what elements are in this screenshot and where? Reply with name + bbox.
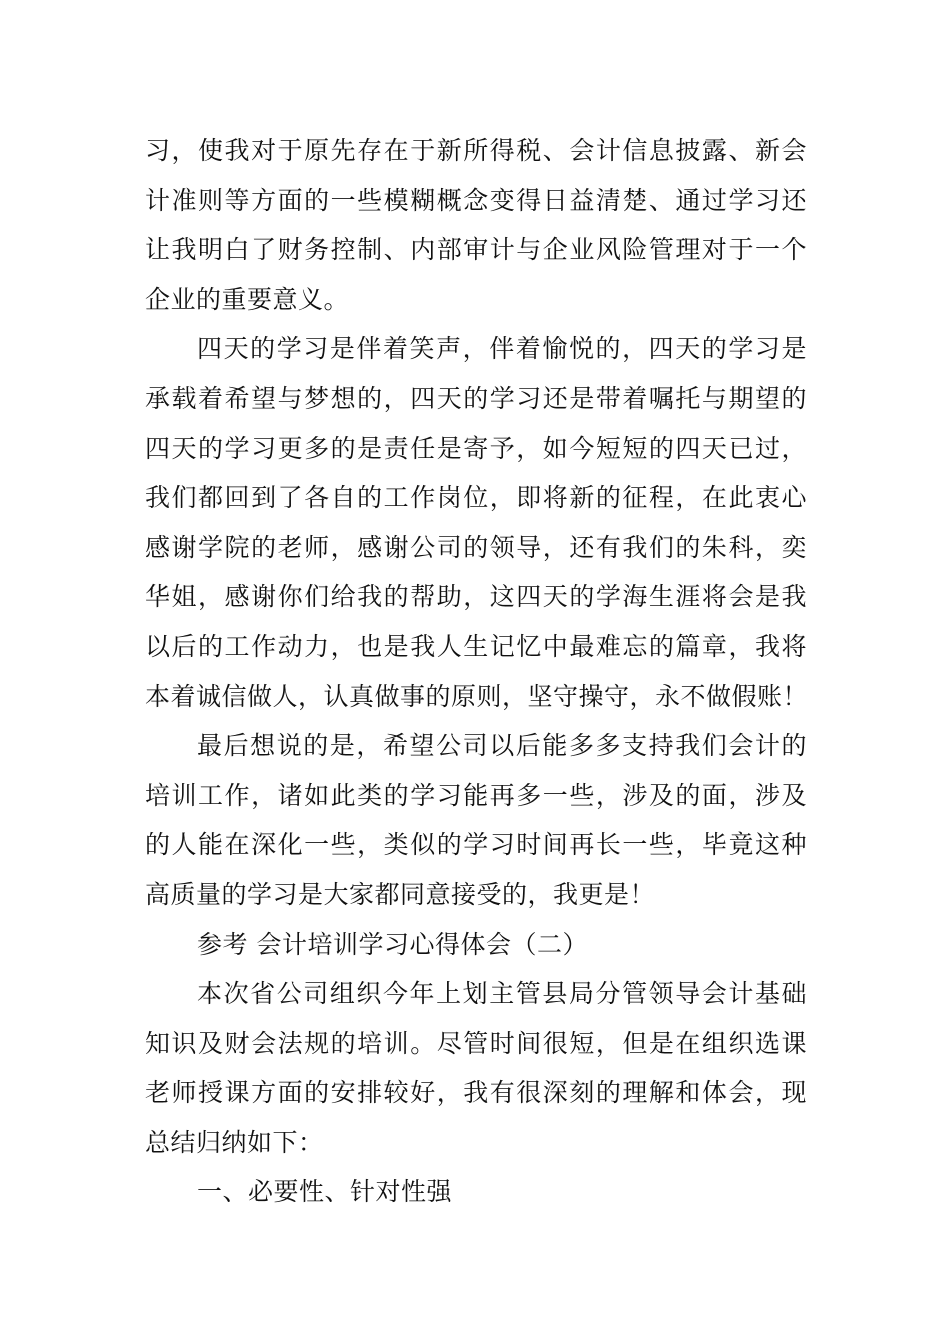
text-line: 让我明白了财务控制、内部审计与企业风险管理对于一个	[145, 235, 807, 265]
document-body	[145, 126, 807, 1217]
text-line: 高质量的学习是大家都同意接受的，我更是！	[145, 879, 656, 909]
text-line: 感谢学院的老师，感谢公司的领导，还有我们的朱科，奕	[145, 532, 807, 562]
paragraph-start-line: 本次省公司组织今年上划主管县局分管领导会计基础	[197, 979, 807, 1009]
text-line: 承载着希望与梦想的，四天的学习还是带着嘱托与期望的	[145, 383, 807, 413]
text-line: 习，使我对于原先存在于新所得税、会计信息披露、新会	[145, 136, 807, 165]
text-line: 本着诚信做人，认真做事的原则，坚守操守，永不做假账！	[145, 681, 809, 711]
text-line: 总结归纳如下：	[145, 1127, 324, 1157]
text-line: 企业的重要意义。	[145, 284, 350, 314]
section-heading: 参考 会计培训学习心得体会（二）	[197, 929, 588, 959]
text-line: 知识及财会法规的培训。尽管时间很短，但是在组织选课	[145, 1028, 807, 1058]
text-line: 华姐，感谢你们给我的帮助，这四天的学海生涯将会是我	[145, 582, 807, 612]
text-line: 培训工作，诸如此类的学习能再多一些，涉及的面，涉及	[145, 780, 807, 810]
text-line: 老师授课方面的安排较好，我有很深刻的理解和体会，现	[145, 1078, 807, 1108]
text-line: 计准则等方面的一些模糊概念变得日益清楚、通过学习还	[145, 185, 807, 215]
text-line: 的人能在深化一些，类似的学习时间再长一些，毕竟这种	[145, 830, 807, 860]
subsection-heading: 一、必要性、针对性强	[197, 1177, 453, 1207]
paragraph-start-line: 最后想说的是，希望公司以后能多多支持我们会计的	[197, 731, 807, 761]
text-line: 我们都回到了各自的工作岗位，即将新的征程，在此衷心	[145, 483, 807, 513]
text-line: 以后的工作动力，也是我人生记忆中最难忘的篇章，我将	[145, 631, 807, 661]
text-line: 四天的学习更多的是责任是寄予，如今短短的四天已过，	[145, 433, 807, 463]
paragraph-start-line: 四天的学习是伴着笑声，伴着愉悦的，四天的学习是	[197, 334, 807, 364]
